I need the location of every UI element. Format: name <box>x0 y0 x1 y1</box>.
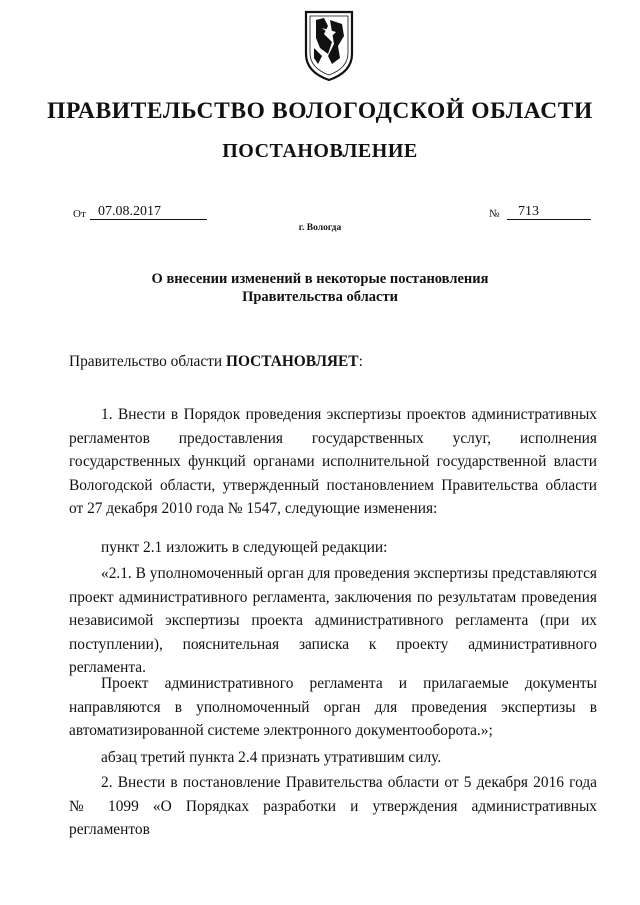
paragraph-5-text: абзац третий пункта 2.4 признать утратившим силу. <box>101 749 442 766</box>
paragraph-2-text: пункт 2.1 изложить в следующей редакции: <box>101 539 388 556</box>
paragraph-6-text: 2. Внести в постановление Правительства области от 5 декабря 2016 года № 1099 «О Порядках разработки и утверждения административных регламентов <box>69 774 597 838</box>
decree-intro <box>69 352 597 372</box>
city: г. Вологда <box>298 223 342 233</box>
paragraph-6 <box>69 771 597 842</box>
subject-line-2: Правительства области <box>242 289 398 305</box>
paragraph-2 <box>69 536 597 560</box>
government-title: ПРАВИТЕЛЬСТВО ВОЛОГОДСКОЙ ОБЛАСТИ <box>47 98 593 124</box>
paragraph-4 <box>69 672 597 743</box>
paragraph-4-text: Проект административного регламента и прилагаемые документы направляются в уполномоченный орган для проведения экспертизы в автоматизированной системе электронного документооборота.»; <box>69 675 597 739</box>
document-date: 07.08.2017 <box>90 203 207 220</box>
decree-colon: : <box>358 353 363 370</box>
decree-intro-text: Правительство области <box>69 353 226 370</box>
number-label: № <box>489 208 500 220</box>
coat-of-arms-emblem <box>302 8 356 84</box>
document-type: ПОСТАНОВЛЕНИЕ <box>222 140 418 162</box>
paragraph-1-text: 1. Внести в Порядок проведения экспертизы проектов административных регламентов предоставления государственных услуг, исполнения государственных функций органами исполнительной государственной власти Вологодской области, утвержденный постановлением Правительства области от 27 декабря 2010 года № 1547, следующие изменения: <box>69 406 597 517</box>
decree-keyword: ПОСТАНОВЛЯЕТ <box>225 353 359 370</box>
paragraph-5 <box>69 746 597 770</box>
document-number: 713 <box>507 203 591 220</box>
paragraph-1 <box>69 403 597 521</box>
document-subject <box>0 270 640 306</box>
date-label: От <box>73 208 86 220</box>
paragraph-3 <box>69 562 597 680</box>
paragraph-3-text: «2.1. В уполномоченный орган для проведения экспертизы представляются проект административного регламента, заключения по результатам проведения независимой экспертизы проекта административного регламента (при их поступлении), пояснительная записка к проекту административного регламента. <box>69 565 597 676</box>
subject-line-1: О внесении изменений в некоторые постановления <box>151 271 489 287</box>
